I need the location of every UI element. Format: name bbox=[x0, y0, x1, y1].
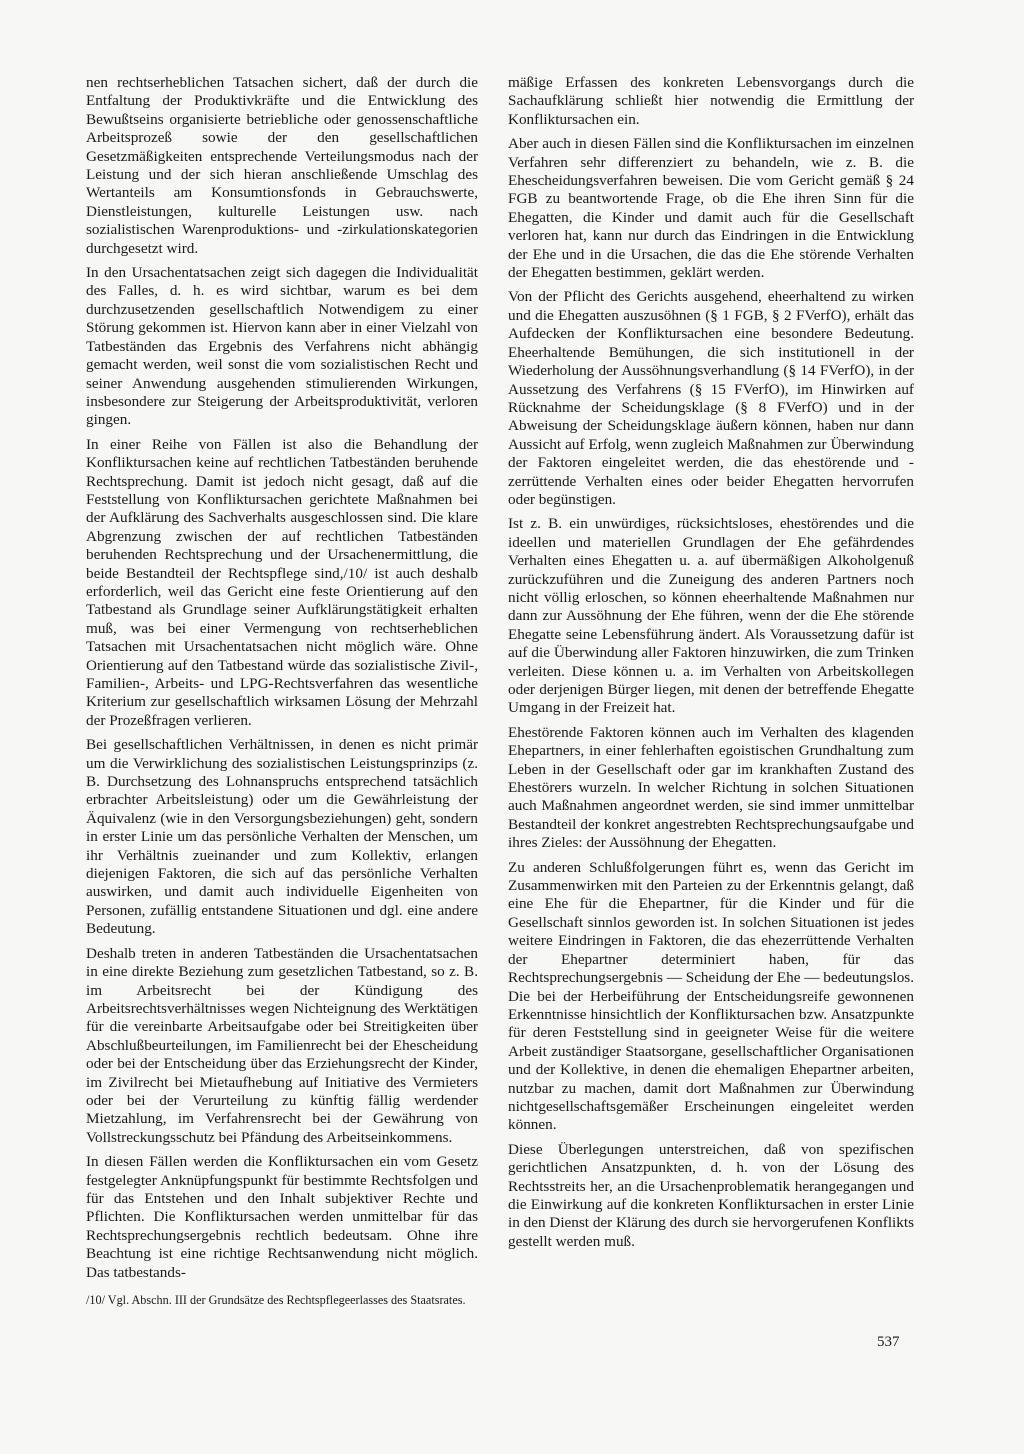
paragraph: In einer Reihe von Fällen ist also die Behandlung der Konfliktursachen keine auf rechtlichen Tatbeständen beruhende Rechtsprechung. Damit ist jedoch nicht gesagt, daß auf die Feststellung von Konfliktursachen gerichtete Maßnahmen bei der Aufklärung des Sachverhalts ausgeschlossen sind. Die klare Abgrenzung zwischen der auf rechtlichen Tatbeständen beruhenden Rechtsprechung und der Ursachenermittlung, die beide Bestandteil der Rechtspflege sind,/10/ ist auch deshalb erforderlich, weil das Gericht eine feste Orientierung auf den Tatbestand als Grundlage seiner Aufklärungstätigkeit erhalten muß, was bei einer Vermengung von rechtserheblichen Tatsachen mit Ursachentatsachen nicht möglich wäre. Ohne Orientierung auf den Tatbestand würde das sozialistische Zivil-, Familien-, Arbeits- und LPG-Rechtsverfahren das wesentliche Kriterium zur gesellschaftlich wirksamen Lösung der Mehrzahl der Prozeßfragen verlieren. bbox=[86, 435, 478, 729]
paragraph: Bei gesellschaftlichen Verhältnissen, in denen es nicht primär um die Verwirklichung des sozialistischen Leistungsprinzips (z. B. Durchsetzung des Lohnanspruchs entsprechend tatsächlich erbrachter Arbeitsleistung) oder um die Gewährleistung der Äquivalenz (wie in den Versorgungsbeziehungen) geht, sondern in erster Linie um das persönliche Verhalten der Menschen, um ihr Verhältnis zueinander und zum Kollektiv, erlangen diejenigen Faktoren, die sich auf das persönliche Verhalten auswirken, und damit auch individuelle Eigenheiten von Personen, zufällig entstandene Situationen und dgl. eine andere Bedeutung. bbox=[86, 736, 478, 938]
paragraph: nen rechtserheblichen Tatsachen sichert, daß der durch die Entfaltung der Produktivkräfte und die Entwicklung des Bewußtseins organisierte betriebliche oder genossenschaftliche Arbeitsprozeß sowie der den gesellschaftlichen Gesetzmäßigkeiten entsprechende Verteilungsmodus nach der Leistung und der sich hieran anschließende Umschlag des Wertanteils am Konsumtionsfonds in Gebrauchswerte, Dienstleistungen, kulturelle Leistungen usw. nach sozialistischen Warenproduktions- und -zirkulationskategorien durchgesetzt wird. bbox=[86, 74, 478, 257]
paragraph: Ehestörende Faktoren können auch im Verhalten des klagenden Ehepartners, in einer fehlerhaften egoistischen Grundhaltung zum Leben in der Gesellschaft oder gar im krankhaften Zustand des Ehestörers wurzeln. In welcher Richtung in solchen Situationen auch Maßnahmen angeordnet werden, sie sind immer unmittelbar Bestandteil der konkret angestrebten Rechtsprechungsaufgabe und ihres Zieles: der Aussöhnung der Ehegatten. bbox=[508, 723, 914, 852]
paragraph: Ist z. B. ein unwürdiges, rücksichtsloses, ehestörendes und die ideellen und materiellen Grundlagen der Ehe gefährdendes Verhalten eines Ehegatten u. a. auf übermäßigen Alkoholgenuß zurückzuführen und die Zuneigung des anderen Partners noch nicht völlig erloschen, so können eheerhaltende Maßnahmen nur dann zur Aussöhnung der Ehe führen, wenn der die Ehe störende Ehegatte seine Lebensführung ändert. Als Voraussetzung dafür ist auf die Überwindung aller Faktoren hinzuwirken, die zum Trinken verleiten. Diese können u. a. im Verhalten von Arbeitskollegen oder derjenigen Bürger liegen, mit denen der betreffende Ehegatte Umgang in der Freizeit hat. bbox=[508, 515, 914, 717]
paragraph: Zu anderen Schlußfolgerungen führt es, wenn das Gericht im Zusammenwirken mit den Parteien zu der Erkenntnis gelangt, daß eine Ehe für die Ehepartner, für die Kinder und für die Gesellschaft sinnlos geworden ist. In solchen Situationen ist jedes weitere Eindringen in Faktoren, die das ehezerrüttende Verhalten der Ehepartner determiniert haben, für das Rechtsprechungsergebnis — Scheidung der Ehe — bedeutungslos. Die bei der Herbeiführung der Entscheidungsreife gewonnenen Erkenntnisse hinsichtlich der Konfliktursachen bzw. Ansatzpunkte für deren Feststellung sind in geeigneter Weise für die weitere Arbeit zuständiger Staatsorgane, gesellschaftlicher Organisationen und der Kollektive, in denen die ehemaligen Ehepartner arbeiten, nutzbar zu machen, damit dort Maßnahmen zur Überwindung nichtgesellschaftsgemäßer Erscheinungen eingeleitet werden können. bbox=[508, 858, 914, 1134]
paragraph: Aber auch in diesen Fällen sind die Konfliktursachen im einzelnen Verfahren sehr differenziert zu behandeln, wie z. B. die Ehescheidungsverfahren beweisen. Die vom Gericht gemäß § 24 FGB zu beantwortende Frage, ob die Ehe ihren Sinn für die Ehegatten, die Kinder und damit auch für die Gesellschaft verloren hat, kann nur durch das Eindringen in die Entwicklung der Ehe und in die Ursachen, die das die Ehe störende Verhalten der Ehegatten bestimmen, geklärt werden. bbox=[508, 135, 914, 282]
paragraph: Von der Pflicht des Gerichts ausgehend, eheerhaltend zu wirken und die Ehegatten auszusöhnen (§ 1 FGB, § 2 FVerfO), erhält das Aufdecken der Konfliktursachen eine besondere Bedeutung. Eheerhaltende Bemühungen, die sich institutionell in der Wiederholung der Aussöhnungsverhandlung (§ 14 FVerfO), in der Aussetzung des Verfahrens (§ 15 FVerfO), im Hinwirken auf Rücknahme der Scheidungsklage (§ 8 FVerfO) und in der Abweisung der Scheidungsklage äußern können, haben nur dann Aussicht auf Erfolg, wenn zugleich Maßnahmen zur Überwindung der Faktoren eingeleitet werden, die das ehestörende und -zerrüttende Verhalten eines oder beider Ehegatten hervorrufen oder begünstigen. bbox=[508, 288, 914, 508]
paragraph: mäßige Erfassen des konkreten Lebensvorgangs durch die Sachaufklärung schließt hier notwendig die Ermittlung der Konfliktursachen ein. bbox=[508, 74, 914, 128]
paragraph: In diesen Fällen werden die Konfliktursachen ein vom Gesetz festgelegter Anknüpfungspunkt für bestimmte Rechtsfolgen und für das Entstehen und den Inhalt subjektiver Rechte und Pflichten. Die Konfliktursachen werden unmittelbar für das Rechtsprechungsergebnis rechtlich bedeutsam. Ohne ihre Beachtung ist eine richtige Rechtsanwendung nicht möglich. Das tatbestands- bbox=[86, 1153, 478, 1281]
paragraph: Deshalb treten in anderen Tatbeständen die Ursachentatsachen in eine direkte Beziehung zum gesetzlichen Tatbestand, so z. B. im Arbeitsrecht bei der Kündigung des Arbeitsrechtsverhältnisses wegen Nichteignung des Werktätigen für die vereinbarte Arbeitsaufgabe oder bei Streitigkeiten über Abschlußbeurteilungen, im Familienrecht bei der Ehescheidung oder bei der Entscheidung über das Erziehungsrecht der Kinder, im Zivilrecht bei Mietaufhebung auf Initiative des Vermieters oder bei der Verurteilung zu künftig fällig werdender Mietzahlung, im Verfahrensrecht bei der Gewährung von Vollstreckungsschutz bei Pfändung des Arbeitseinkommens. bbox=[86, 944, 478, 1146]
paragraph: In den Ursachentatsachen zeigt sich dagegen die Individualität des Falles, d. h. es wird sichtbar, warum es bei dem durchzusetzenden gesellschaftlich Notwendigem zu einer Störung gekommen ist. Hiervon kann aber in einer Vielzahl von Tatbeständen das Ergebnis des Verfahrens nicht abhängig gemacht werden, weil sonst die vom sozialistischen Recht und seiner Anwendung ausgehenden stimulierenden Wirkungen, insbesondere zur Steigerung der Arbeitsproduktivität, verloren gingen. bbox=[86, 264, 478, 429]
page-number: 537 bbox=[877, 1334, 900, 1350]
left-column bbox=[86, 74, 478, 1288]
footnote: /10/ Vgl. Abschn. III der Grundsätze des Rechtspflegeerlasses des Staatsrates. bbox=[86, 1293, 466, 1307]
paragraph: Diese Überlegungen unterstreichen, daß von spezifischen gerichtlichen Ansatzpunkten, d. h. von der Lösung des Rechtsstreits her, an die Ursachenproblematik herangegangen und die Einwirkung auf die konkreten Konfliktursachen in erster Linie in den Dienst der Klärung des durch sie hervorgerufenen Konflikts gestellt werden muß. bbox=[508, 1140, 914, 1250]
right-column bbox=[508, 74, 914, 1257]
